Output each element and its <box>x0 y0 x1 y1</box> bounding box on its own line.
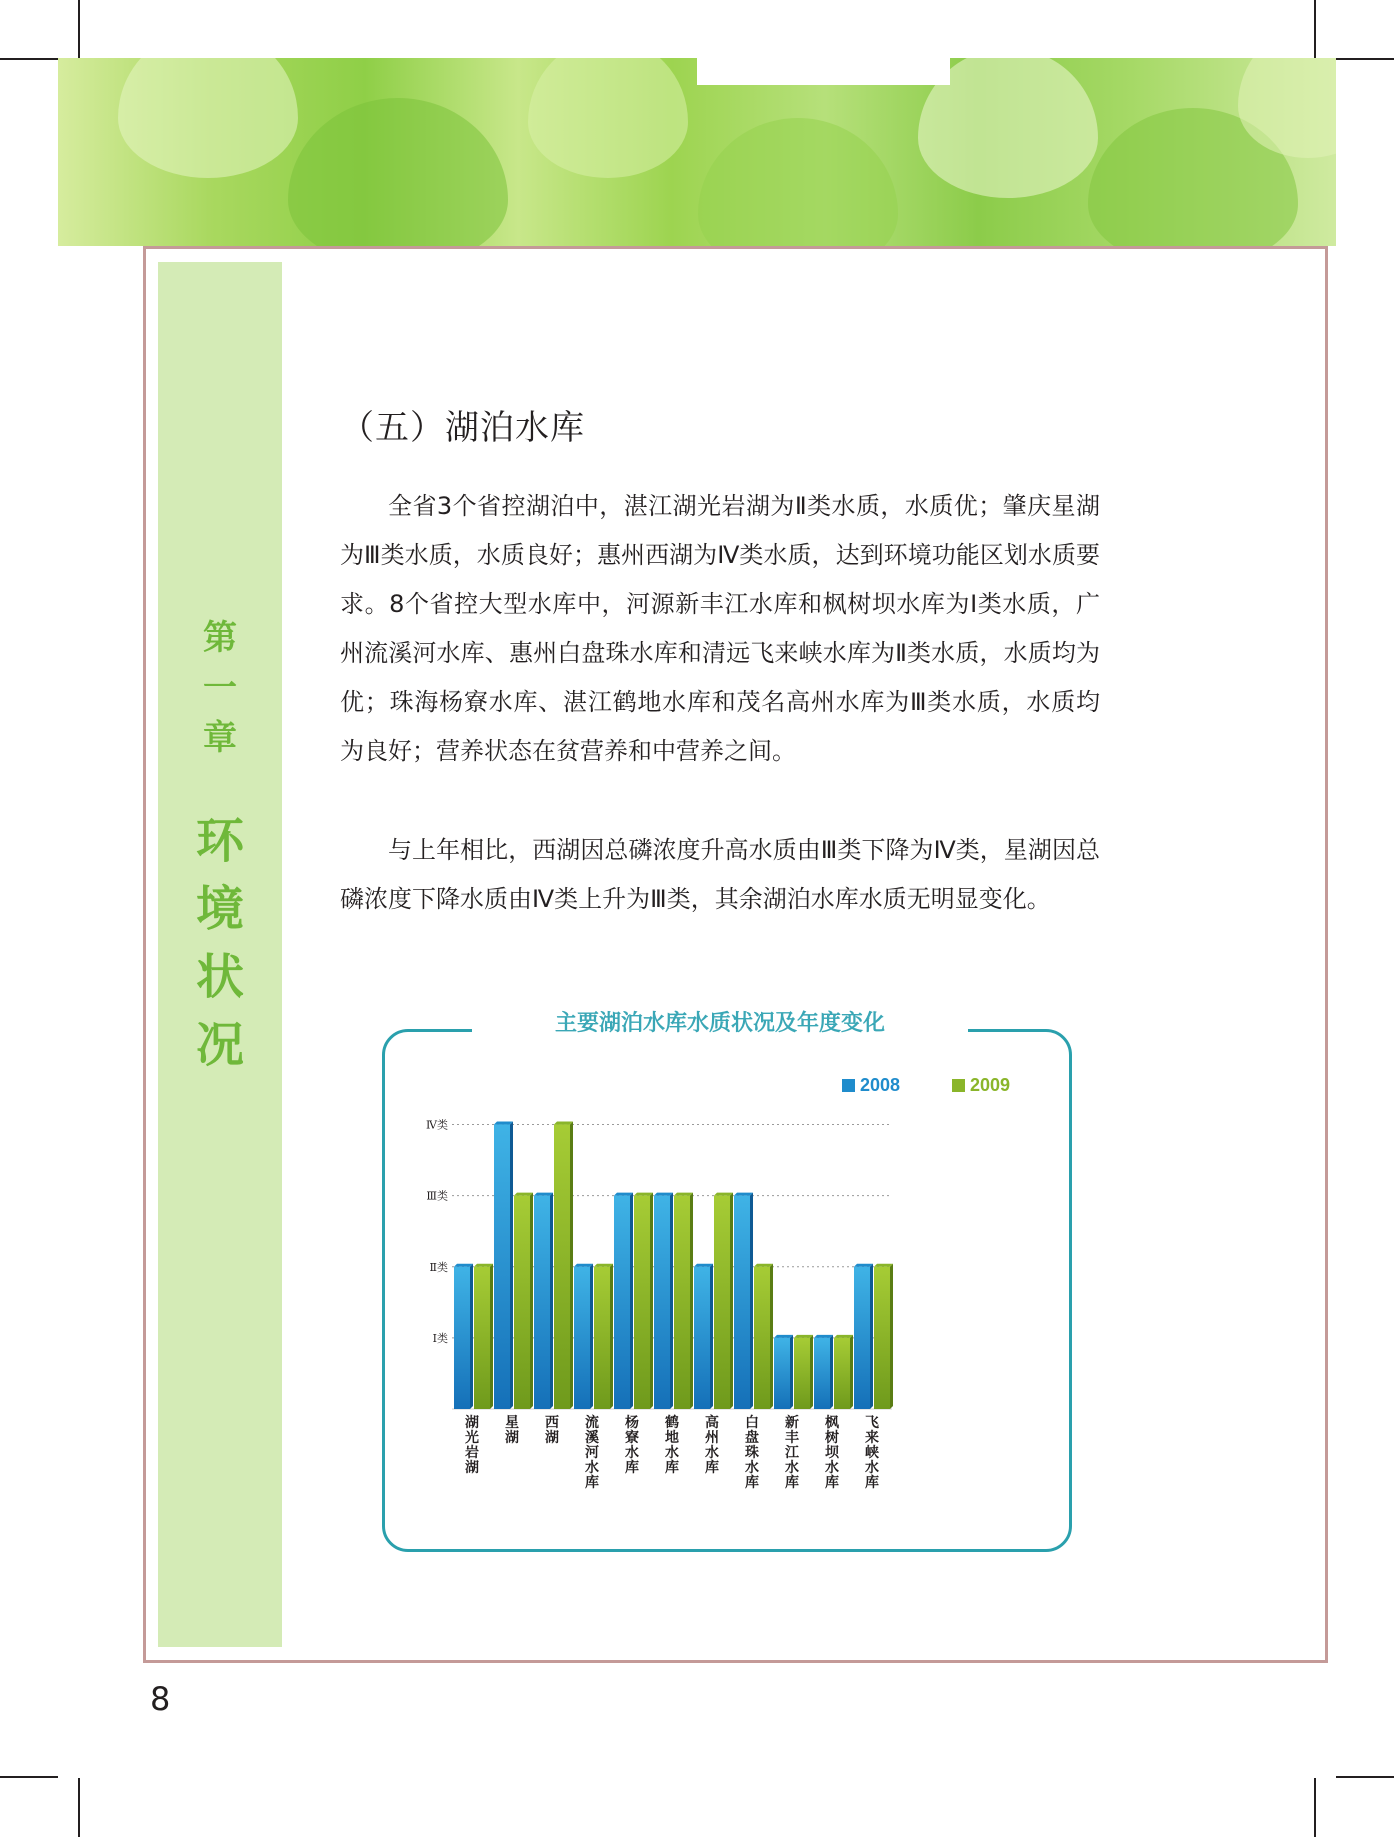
crop-mark <box>1336 1776 1394 1778</box>
x-category-label: 库 <box>825 1475 839 1491</box>
x-category-label: 坝 <box>825 1445 839 1461</box>
bar-top-2009 <box>874 1264 893 1267</box>
bar-side-2008 <box>470 1264 473 1409</box>
bar-2008 <box>694 1267 710 1409</box>
bar-side-2009 <box>890 1264 893 1409</box>
bar-side-2008 <box>630 1193 633 1409</box>
bar-side-2009 <box>650 1193 653 1409</box>
x-category-label: 溪 <box>585 1430 599 1446</box>
x-category-label: 水 <box>825 1460 839 1476</box>
bar-top-2009 <box>514 1193 533 1196</box>
bar-2009 <box>714 1196 730 1409</box>
bar-2008 <box>534 1196 550 1409</box>
chapter-label-char: 一 <box>203 668 237 708</box>
crop-mark <box>1314 0 1316 58</box>
y-tick-label: Ⅳ类 <box>426 1118 448 1132</box>
x-category-label: 江 <box>785 1445 799 1461</box>
bar-side-2008 <box>550 1193 553 1409</box>
bar-side-2009 <box>570 1122 573 1409</box>
x-category-label: 库 <box>785 1475 799 1491</box>
bar-2009 <box>634 1196 650 1409</box>
x-category-label: 库 <box>865 1475 879 1491</box>
bar-top-2008 <box>694 1264 713 1267</box>
bar-2009 <box>474 1267 490 1409</box>
crop-mark <box>0 1776 58 1778</box>
x-category-label: 光 <box>465 1430 479 1446</box>
bar-2009 <box>754 1267 770 1409</box>
bar-top-2008 <box>574 1264 593 1267</box>
body-paragraph: 全省3个省控湖泊中，湛江湖光岩湖为Ⅱ类水质，水质优；肇庆星湖为Ⅲ类水质，水质良好；惠州西湖为Ⅳ类水质，达到环境功能区划水质要求。8个省控大型水库中，河源新丰江水库和枫树坝水库为Ⅰ类水质，广州流溪河水库、惠州白盘珠水库和清远飞来峡水库为Ⅱ类水质，水质均为优；珠海杨寮水库、湛江鹤地水库和茂名高州水库为Ⅲ类水质，水质均为良好；营养状态在贫营养和中营养之间。 <box>340 492 1100 765</box>
x-category-label: 西 <box>545 1415 559 1431</box>
bar-side-2009 <box>730 1193 733 1409</box>
bar-top-2009 <box>794 1335 813 1338</box>
x-category-label: 水 <box>585 1460 599 1476</box>
x-category-label: 湖 <box>465 1460 479 1476</box>
legend-swatch <box>842 1079 855 1092</box>
bar-2008 <box>574 1267 590 1409</box>
bar-side-2008 <box>870 1264 873 1409</box>
bar-top-2008 <box>454 1264 473 1267</box>
bar-side-2009 <box>690 1193 693 1409</box>
leaf-shape <box>528 58 688 178</box>
body-paragraph: 与上年相比，西湖因总磷浓度升高水质由Ⅲ类下降为Ⅳ类，星湖因总磷浓度下降水质由Ⅳ类上升为Ⅲ类，其余湖泊水库水质无明显变化。 <box>340 836 1100 913</box>
bar-top-2009 <box>594 1264 613 1267</box>
bar-2009 <box>794 1338 810 1409</box>
bar-top-2009 <box>754 1264 773 1267</box>
leaf-shape <box>118 58 298 178</box>
bar-side-2008 <box>790 1335 793 1409</box>
crop-mark <box>78 0 80 58</box>
x-category-label: 珠 <box>745 1445 759 1461</box>
bar-side-2009 <box>810 1335 813 1409</box>
bar-2009 <box>514 1196 530 1409</box>
x-category-label: 水 <box>625 1445 639 1461</box>
section-title: （五）湖泊水库 <box>340 408 585 448</box>
x-category-label: 湖 <box>545 1430 559 1446</box>
bar-top-2009 <box>834 1335 853 1338</box>
bar-top-2009 <box>634 1193 653 1196</box>
x-category-label: 湖 <box>505 1430 519 1446</box>
bar-top-2009 <box>474 1264 493 1267</box>
x-category-label: 库 <box>745 1475 759 1491</box>
y-tick-label: Ⅱ类 <box>429 1260 448 1274</box>
chapter-title-char: 状 <box>195 949 244 1005</box>
leaf-banner <box>58 58 1336 246</box>
x-category-label: 湖 <box>465 1415 479 1431</box>
x-category-label: 岩 <box>465 1445 479 1461</box>
bar-side-2008 <box>590 1264 593 1409</box>
bar-side-2008 <box>710 1264 713 1409</box>
bar-2008 <box>734 1196 750 1409</box>
leaf-shape <box>288 98 508 246</box>
bar-top-2008 <box>854 1264 873 1267</box>
bar-side-2009 <box>610 1264 613 1409</box>
x-category-label: 流 <box>585 1415 599 1431</box>
bar-2009 <box>594 1267 610 1409</box>
bar-side-2009 <box>850 1335 853 1409</box>
crop-mark <box>78 1778 80 1837</box>
legend-label: 2008 <box>860 1075 901 1095</box>
bar-2009 <box>674 1196 690 1409</box>
bar-top-2008 <box>534 1193 553 1196</box>
x-category-label: 水 <box>785 1460 799 1476</box>
bar-2008 <box>814 1338 830 1409</box>
bar-side-2009 <box>770 1264 773 1409</box>
y-tick-label: Ⅲ类 <box>426 1189 448 1203</box>
chapter-title-char: 境 <box>195 881 244 937</box>
chapter-sidebar <box>158 262 282 1647</box>
x-category-label: 枫 <box>825 1415 839 1431</box>
x-category-label: 白 <box>745 1415 759 1431</box>
x-category-label: 水 <box>865 1460 879 1476</box>
bar-top-2008 <box>814 1335 833 1338</box>
bar-top-2008 <box>774 1335 793 1338</box>
bar-side-2009 <box>490 1264 493 1409</box>
water-quality-chart <box>382 1029 1072 1552</box>
x-category-label: 树 <box>825 1430 839 1446</box>
bar-side-2008 <box>830 1335 833 1409</box>
x-category-label: 库 <box>625 1460 639 1476</box>
x-category-label: 杨 <box>625 1415 639 1431</box>
bar-2008 <box>614 1196 630 1409</box>
bar-top-2009 <box>714 1193 733 1196</box>
x-category-label: 新 <box>785 1415 799 1431</box>
bar-2008 <box>854 1267 870 1409</box>
bar-top-2008 <box>494 1122 513 1125</box>
x-category-label: 库 <box>585 1475 599 1491</box>
crop-mark <box>0 58 58 60</box>
bar-side-2008 <box>670 1193 673 1409</box>
chapter-title-char: 况 <box>195 1017 244 1073</box>
x-category-label: 盘 <box>745 1430 759 1446</box>
x-category-label: 州 <box>705 1430 719 1446</box>
banner-notch <box>697 58 950 85</box>
bar-2009 <box>834 1338 850 1409</box>
leaf-shape <box>698 118 898 246</box>
bar-top-2008 <box>614 1193 633 1196</box>
chapter-label-char: 第 <box>203 618 237 658</box>
bar-side-2008 <box>750 1193 753 1409</box>
x-category-label: 高 <box>705 1415 719 1431</box>
x-category-label: 水 <box>665 1445 679 1461</box>
x-category-label: 星 <box>505 1415 519 1431</box>
x-category-label: 库 <box>665 1460 679 1476</box>
chapter-title-char: 环 <box>195 813 244 869</box>
x-category-label: 水 <box>745 1460 759 1476</box>
crop-mark <box>1336 58 1394 60</box>
x-category-label: 丰 <box>785 1430 799 1446</box>
x-category-label: 飞 <box>865 1415 879 1431</box>
y-tick-label: Ⅰ类 <box>432 1331 448 1345</box>
x-category-label: 水 <box>705 1445 719 1461</box>
x-category-label: 库 <box>705 1460 719 1476</box>
crop-mark <box>1314 1778 1316 1837</box>
bar-2008 <box>774 1338 790 1409</box>
bar-top-2008 <box>654 1193 673 1196</box>
x-category-label: 峡 <box>865 1445 879 1461</box>
bar-2008 <box>494 1125 510 1409</box>
legend-label: 2009 <box>970 1075 1011 1095</box>
x-category-label: 河 <box>585 1445 599 1461</box>
bar-2008 <box>654 1196 670 1409</box>
chart-title: 主要湖泊水库水质状况及年度变化 <box>472 1005 968 1041</box>
bar-top-2008 <box>734 1193 753 1196</box>
x-category-label: 鹤 <box>665 1415 679 1431</box>
legend-swatch <box>952 1079 965 1092</box>
chapter-label-char: 章 <box>203 718 237 758</box>
x-category-label: 寮 <box>625 1430 639 1446</box>
bar-2008 <box>454 1267 470 1409</box>
x-category-label: 来 <box>865 1430 879 1446</box>
bar-2009 <box>874 1267 890 1409</box>
bar-top-2009 <box>554 1122 573 1125</box>
bar-side-2009 <box>530 1193 533 1409</box>
bar-side-2008 <box>510 1122 513 1409</box>
bar-2009 <box>554 1125 570 1409</box>
page-number: 8 <box>150 1680 171 1718</box>
bar-top-2009 <box>674 1193 693 1196</box>
x-category-label: 地 <box>665 1430 679 1446</box>
